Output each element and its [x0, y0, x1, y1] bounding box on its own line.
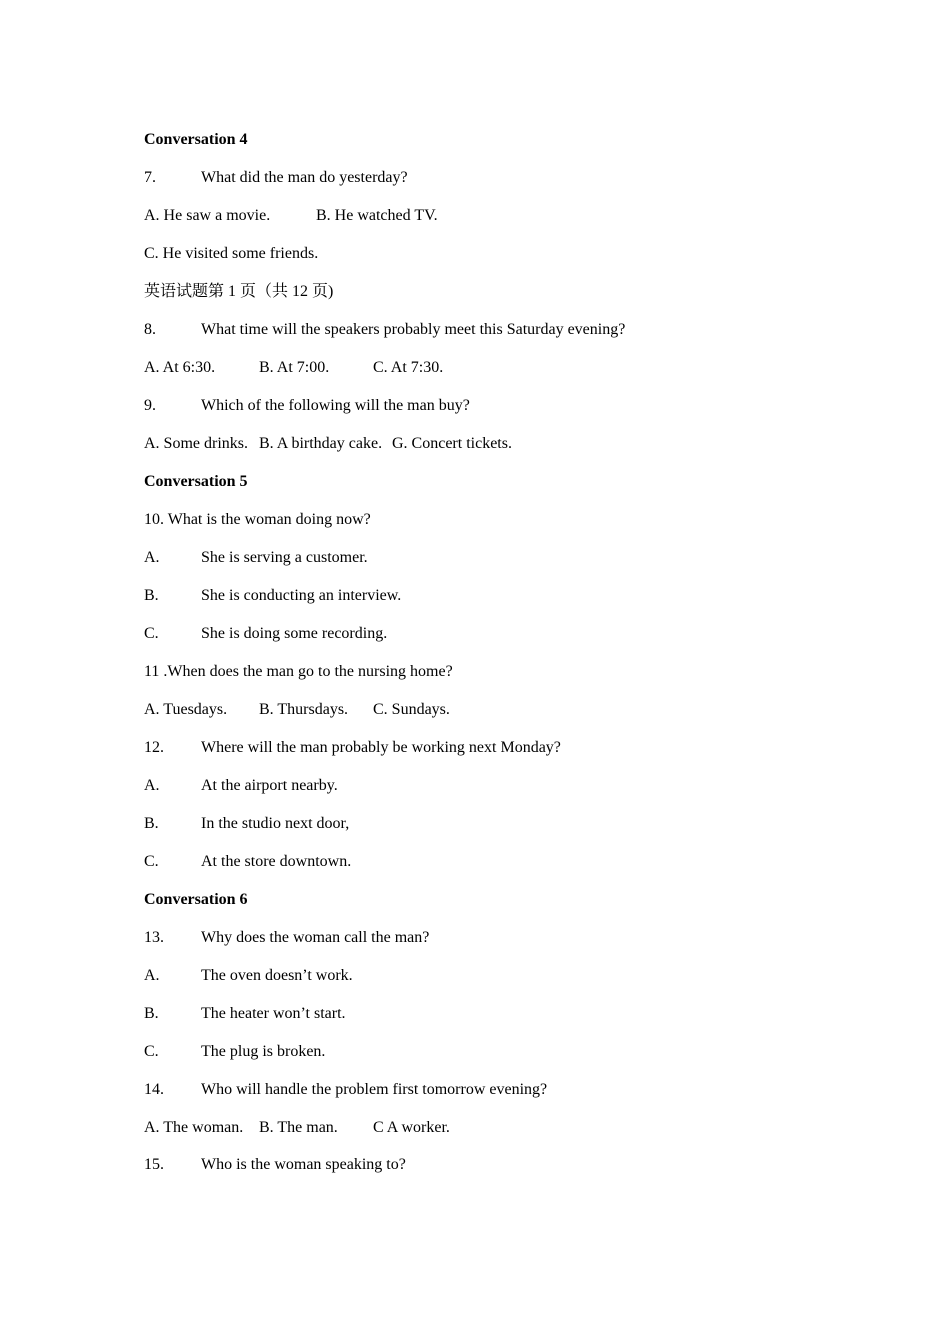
option-b: B. Thursdays.: [259, 701, 349, 718]
question-7-option-c: C. He visited some friends.: [144, 245, 319, 262]
question-14: [144, 1079, 547, 1101]
option-b: B. He watched TV.: [316, 207, 438, 224]
question-8-options: [144, 357, 644, 379]
question-number: 9.: [144, 397, 156, 414]
option-letter: A.: [144, 777, 160, 794]
question-text: Who will handle the problem first tomorrow evening?: [201, 1081, 548, 1098]
question-text: Why does the woman call the man?: [201, 929, 430, 946]
question-10: 10. What is the woman doing now?: [144, 511, 371, 528]
option-c: C. At 7:30.: [373, 359, 444, 376]
option-text: At the store downtown.: [201, 853, 352, 870]
option-text: The oven doesn’t work.: [201, 967, 353, 984]
option-letter: A.: [144, 967, 160, 984]
question-13-option-a: [144, 965, 353, 987]
question-number: 12.: [144, 739, 164, 756]
question-7-options: [144, 205, 644, 227]
question-15: [144, 1154, 406, 1176]
option-c: C. Sundays.: [373, 701, 450, 718]
option-letter: C.: [144, 1043, 159, 1060]
option-text: At the airport nearby.: [201, 777, 338, 794]
option-c: C A worker.: [373, 1119, 450, 1136]
conversation-6-heading: Conversation 6: [144, 891, 248, 908]
question-text: Where will the man probably be working next Monday?: [201, 739, 561, 756]
question-13-option-c: [144, 1041, 325, 1063]
conversation-4-heading: Conversation 4: [144, 131, 248, 148]
question-10-option-c: [144, 623, 387, 645]
question-text: Which of the following will the man buy?: [201, 397, 470, 414]
question-9-options: [144, 433, 644, 455]
question-12-option-a: [144, 775, 338, 797]
question-11-options: [144, 699, 644, 721]
option-text: The heater won’t start.: [201, 1005, 346, 1022]
conversation-5-heading: Conversation 5: [144, 473, 248, 490]
question-13-option-b: [144, 1003, 346, 1025]
question-11: 11 .When does the man go to the nursing home?: [144, 663, 453, 680]
option-letter: A.: [144, 549, 160, 566]
question-7: [144, 167, 408, 189]
option-b: B. At 7:00.: [259, 359, 330, 376]
option-a: A. He saw a movie.: [144, 207, 271, 224]
option-b: B. A birthday cake.: [259, 435, 383, 452]
question-14-options: [144, 1117, 644, 1139]
option-text: She is doing some recording.: [201, 625, 388, 642]
option-letter: C.: [144, 853, 159, 870]
page-footer-text: 英语试题第 1 页（共 12 页): [144, 283, 334, 300]
question-text: What time will the speakers probably meet this Saturday evening?: [201, 321, 626, 338]
question-number: 8.: [144, 321, 156, 338]
option-letter: B.: [144, 587, 159, 604]
question-text: Who is the woman speaking to?: [201, 1156, 406, 1173]
option-a: A. Some drinks.: [144, 435, 248, 452]
option-text: In the studio next door,: [201, 815, 350, 832]
question-13: [144, 927, 429, 949]
question-12: [144, 737, 561, 759]
option-letter: C.: [144, 625, 159, 642]
question-10-option-b: [144, 585, 401, 607]
question-number: 7.: [144, 169, 156, 186]
question-9: [144, 395, 470, 417]
option-text: She is conducting an interview.: [201, 587, 402, 604]
option-text: The plug is broken.: [201, 1043, 326, 1060]
question-number: 14.: [144, 1081, 164, 1098]
option-text: She is serving a customer.: [201, 549, 368, 566]
option-b: B. The man.: [259, 1119, 338, 1136]
question-12-option-c: [144, 851, 351, 873]
option-letter: B.: [144, 815, 159, 832]
option-letter: B.: [144, 1005, 159, 1022]
question-8: [144, 319, 625, 341]
option-a: A. The woman.: [144, 1119, 244, 1136]
option-c: G. Concert tickets.: [392, 435, 512, 452]
option-a: A. At 6:30.: [144, 359, 216, 376]
question-number: 15.: [144, 1156, 164, 1173]
option-a: A. Tuesdays.: [144, 701, 228, 718]
question-12-option-b: [144, 813, 349, 835]
question-number: 13.: [144, 929, 164, 946]
question-10-option-a: [144, 547, 368, 569]
question-text: What did the man do yesterday?: [201, 169, 408, 186]
